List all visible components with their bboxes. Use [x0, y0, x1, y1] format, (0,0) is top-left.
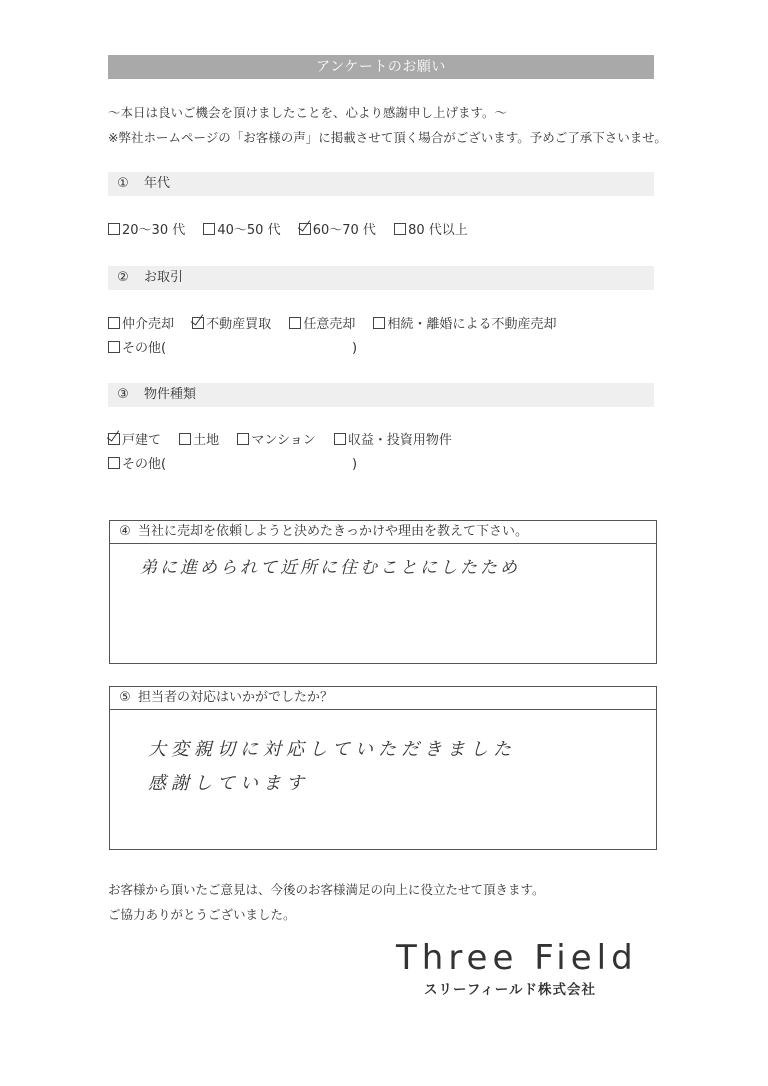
- q2-option-brokerage[interactable]: 仲介売却: [108, 316, 174, 334]
- q5-heading: 担当者の対応はいかがでしたか？: [138, 690, 334, 705]
- survey-title: アンケートのお願い: [108, 55, 654, 79]
- company-logo: Three Field: [396, 938, 638, 978]
- q5-header: [110, 687, 656, 710]
- q2-option-voluntary-sale[interactable]: 任意売却: [289, 316, 355, 334]
- checkbox-icon[interactable]: [289, 317, 301, 329]
- q3-options: [108, 432, 466, 450]
- q2-options: [108, 316, 570, 334]
- q1-heading: 年代: [144, 176, 171, 191]
- q2-other[interactable]: [108, 340, 358, 358]
- q1-option-60-70[interactable]: 60～70 代: [299, 222, 376, 240]
- checkbox-icon[interactable]: [179, 433, 191, 445]
- q1-options: [108, 222, 482, 240]
- q3-other-close: ): [352, 457, 358, 472]
- checkbox-icon[interactable]: [203, 223, 215, 235]
- q5-box: [109, 686, 657, 850]
- q4-heading: 当社に売却を依頼しようと決めたきっかけや理由を教えて下さい。: [138, 524, 529, 539]
- q4-number: ④: [119, 524, 131, 539]
- footer-line-2: ご協力ありがとうございました。: [108, 907, 296, 922]
- q1-option-20-30[interactable]: 20～30 代: [108, 222, 185, 240]
- q1-option-40-50[interactable]: 40～50 代: [203, 222, 280, 240]
- q3-other[interactable]: [108, 456, 358, 474]
- q5-number: ⑤: [119, 690, 131, 705]
- intro-line-1: ～本日は良いご機会を頂けましたことを、心より感謝申し上げます。～: [108, 105, 508, 120]
- q3-option-investment[interactable]: 収益・投資用物件: [334, 432, 452, 450]
- q1-header: [108, 172, 654, 196]
- q5-answer-line-1[interactable]: 大変親切に対応していただきました: [148, 739, 516, 760]
- q1-number: ①: [117, 176, 129, 191]
- checkbox-icon[interactable]: [394, 223, 406, 235]
- checkbox-icon[interactable]: [334, 433, 346, 445]
- checkbox-icon[interactable]: [108, 457, 120, 469]
- q2-option-purchase[interactable]: 不動産買取: [192, 316, 271, 334]
- q3-option-house[interactable]: 戸建て: [108, 432, 161, 450]
- q4-header: [110, 521, 656, 544]
- checked-checkbox-icon[interactable]: [192, 317, 204, 329]
- q3-option-mansion[interactable]: マンション: [237, 432, 315, 450]
- q2-heading: お取引: [144, 270, 184, 285]
- checkbox-icon[interactable]: [108, 223, 120, 235]
- company-name: スリーフィールド株式会社: [424, 982, 596, 998]
- checkbox-icon[interactable]: [108, 341, 120, 353]
- q1-option-80-plus[interactable]: 80 代以上: [394, 222, 468, 240]
- q3-option-land[interactable]: 土地: [179, 432, 219, 450]
- footer-line-1: お客様から頂いたご意見は、今後のお客様満足の向上に役立たせて頂きます。: [108, 882, 545, 897]
- intro-line-2: ※弊社ホームページの「お客様の声」に掲載させて頂く場合がございます。予めご了承下さいませ。: [108, 130, 667, 145]
- q3-header: [108, 383, 654, 407]
- q4-box: [109, 520, 657, 664]
- q2-option-inheritance[interactable]: 相続・離婚による不動産売却: [373, 316, 556, 334]
- q2-header: [108, 266, 654, 290]
- q3-heading: 物件種類: [144, 387, 197, 402]
- checkbox-icon[interactable]: [237, 433, 249, 445]
- q2-other-label: その他(: [122, 341, 167, 356]
- checked-checkbox-icon[interactable]: [108, 433, 120, 445]
- q3-other-label: その他(: [122, 457, 167, 472]
- checkbox-icon[interactable]: [108, 317, 120, 329]
- checked-checkbox-icon[interactable]: [299, 223, 311, 235]
- q2-number: ②: [117, 270, 129, 285]
- checkbox-icon[interactable]: [373, 317, 385, 329]
- q2-other-close: ): [352, 341, 358, 356]
- q5-answer-line-2[interactable]: 感謝しています: [148, 773, 309, 794]
- q3-number: ③: [117, 387, 129, 402]
- q4-answer[interactable]: 弟に進められて近所に住むことにしたため: [140, 558, 520, 578]
